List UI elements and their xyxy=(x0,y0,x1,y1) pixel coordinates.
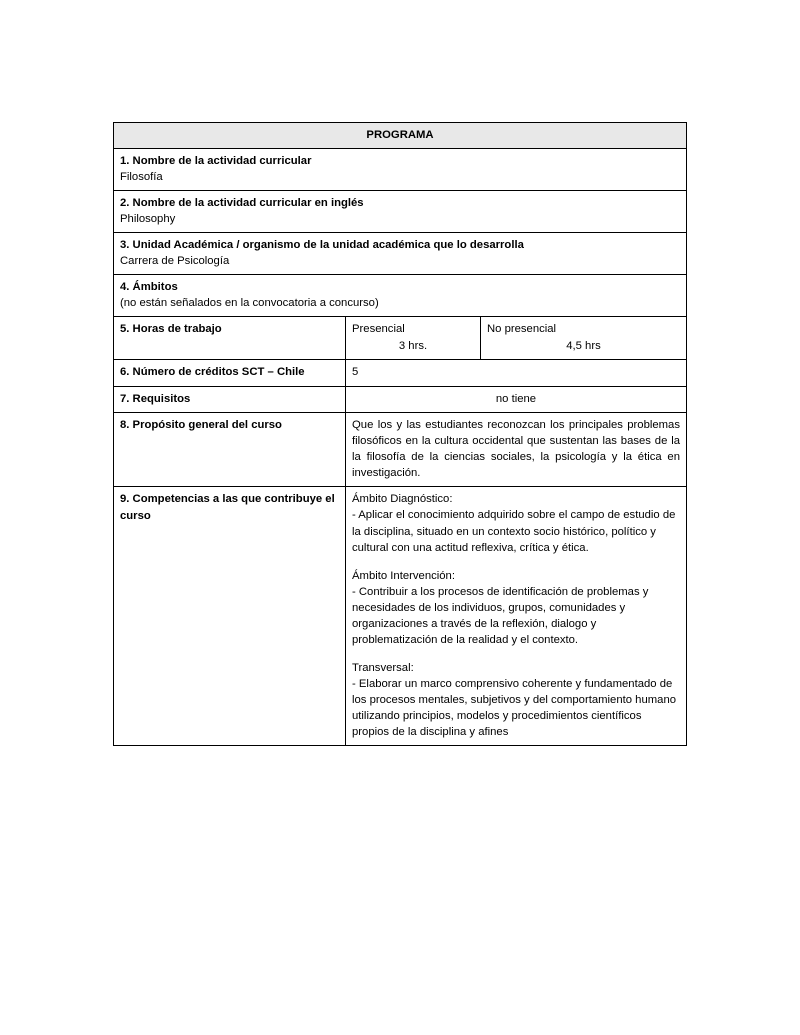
row-value: Filosofía xyxy=(120,171,163,184)
credits-value-cell: 5 xyxy=(346,360,687,387)
row-value: Carrera de Psicología xyxy=(120,255,230,268)
row-label: 1. Nombre de la actividad curricular xyxy=(120,155,312,168)
program-table xyxy=(113,122,687,746)
row-ambitos xyxy=(114,275,687,317)
row-label: 4. Ámbitos xyxy=(120,281,178,294)
row-value: (no están señalados en la convocatoria a concurso) xyxy=(120,297,379,310)
hours-presencial-label: Presencial xyxy=(352,323,405,336)
hours-presencial-value: 3 hrs. xyxy=(398,340,428,353)
competence-block xyxy=(352,660,680,740)
requirements-label: 7. Requisitos xyxy=(120,393,191,406)
table-row-hours xyxy=(114,317,687,360)
competence-block xyxy=(352,491,680,555)
table-row-requirements xyxy=(114,387,687,413)
hours-no-presencial-value: 4,5 hrs xyxy=(566,340,601,353)
table-row xyxy=(114,149,687,191)
table-row-credits xyxy=(114,360,687,387)
table-row xyxy=(114,191,687,233)
row-value: Philosophy xyxy=(120,213,176,226)
competences-label-line1: 9. Competencias a las que xyxy=(120,493,262,506)
competence-block xyxy=(352,568,680,648)
hours-no-presencial-cell xyxy=(481,317,687,360)
hours-label: 5. Horas de trabajo xyxy=(120,323,222,336)
requirements-label-cell xyxy=(114,387,346,413)
competence-heading: Transversal: xyxy=(352,661,414,674)
row-course-name-english xyxy=(114,191,687,233)
requirements-value-cell: no tiene xyxy=(346,387,687,413)
hours-label-cell xyxy=(114,317,346,360)
hours-presencial-cell xyxy=(346,317,481,360)
row-label: 2. Nombre de la actividad curricular en inglés xyxy=(120,197,364,210)
competences-value-cell xyxy=(346,487,687,745)
competence-text: - Elaborar un marco comprensivo coherente y fundamentado de los procesos mentales, subjetivos y del comportamiento humano utilizando principios, modelos y procedimientos científicos propios de la disciplina y afines xyxy=(352,677,677,738)
competence-text: - Aplicar el conocimiento adquirido sobre el campo de estudio de la disciplina, situado en un contexto socio histórico, político y cultural con una actitud reflexiva, crítica y ética. xyxy=(352,509,676,554)
competences-label-cell xyxy=(114,487,346,745)
purpose-label-cell xyxy=(114,413,346,487)
row-course-name xyxy=(114,149,687,191)
page-title: PROGRAMA xyxy=(114,123,687,149)
competence-text: - Contribuir a los procesos de identificación de problemas y necesidades de los individuos, grupos, comunidades y organizaciones a través de la reflexión, dialogo y problematización de la realidad y el contexto. xyxy=(352,585,649,646)
competence-heading: Ámbito Intervención: xyxy=(352,569,455,582)
credits-label-line1: 6. Número de créditos SCT – xyxy=(120,366,274,379)
purpose-value-cell: Que los y las estudiantes reconozcan los principales problemas filosóficos en la cultura occidental que sustentan las bases de la la filosofía de la ciencias sociales, la psicología y la ética en investigación. xyxy=(346,413,687,487)
table-row xyxy=(114,275,687,317)
table-row xyxy=(114,233,687,275)
hours-no-presencial-label: No presencial xyxy=(487,323,557,336)
competences-label-line2: contribuye el curso xyxy=(120,493,335,523)
table-row-competences xyxy=(114,487,687,745)
table-row-title xyxy=(114,123,687,149)
credits-label-cell xyxy=(114,360,346,387)
competence-heading: Ámbito Diagnóstico: xyxy=(352,493,453,506)
row-academic-unit xyxy=(114,233,687,275)
credits-label-line2: Chile xyxy=(276,366,305,379)
row-label: 3. Unidad Académica / organismo de la unidad académica que lo desarrolla xyxy=(120,239,524,252)
purpose-label: 8. Propósito general del curso xyxy=(120,419,282,432)
table-row-purpose xyxy=(114,413,687,487)
